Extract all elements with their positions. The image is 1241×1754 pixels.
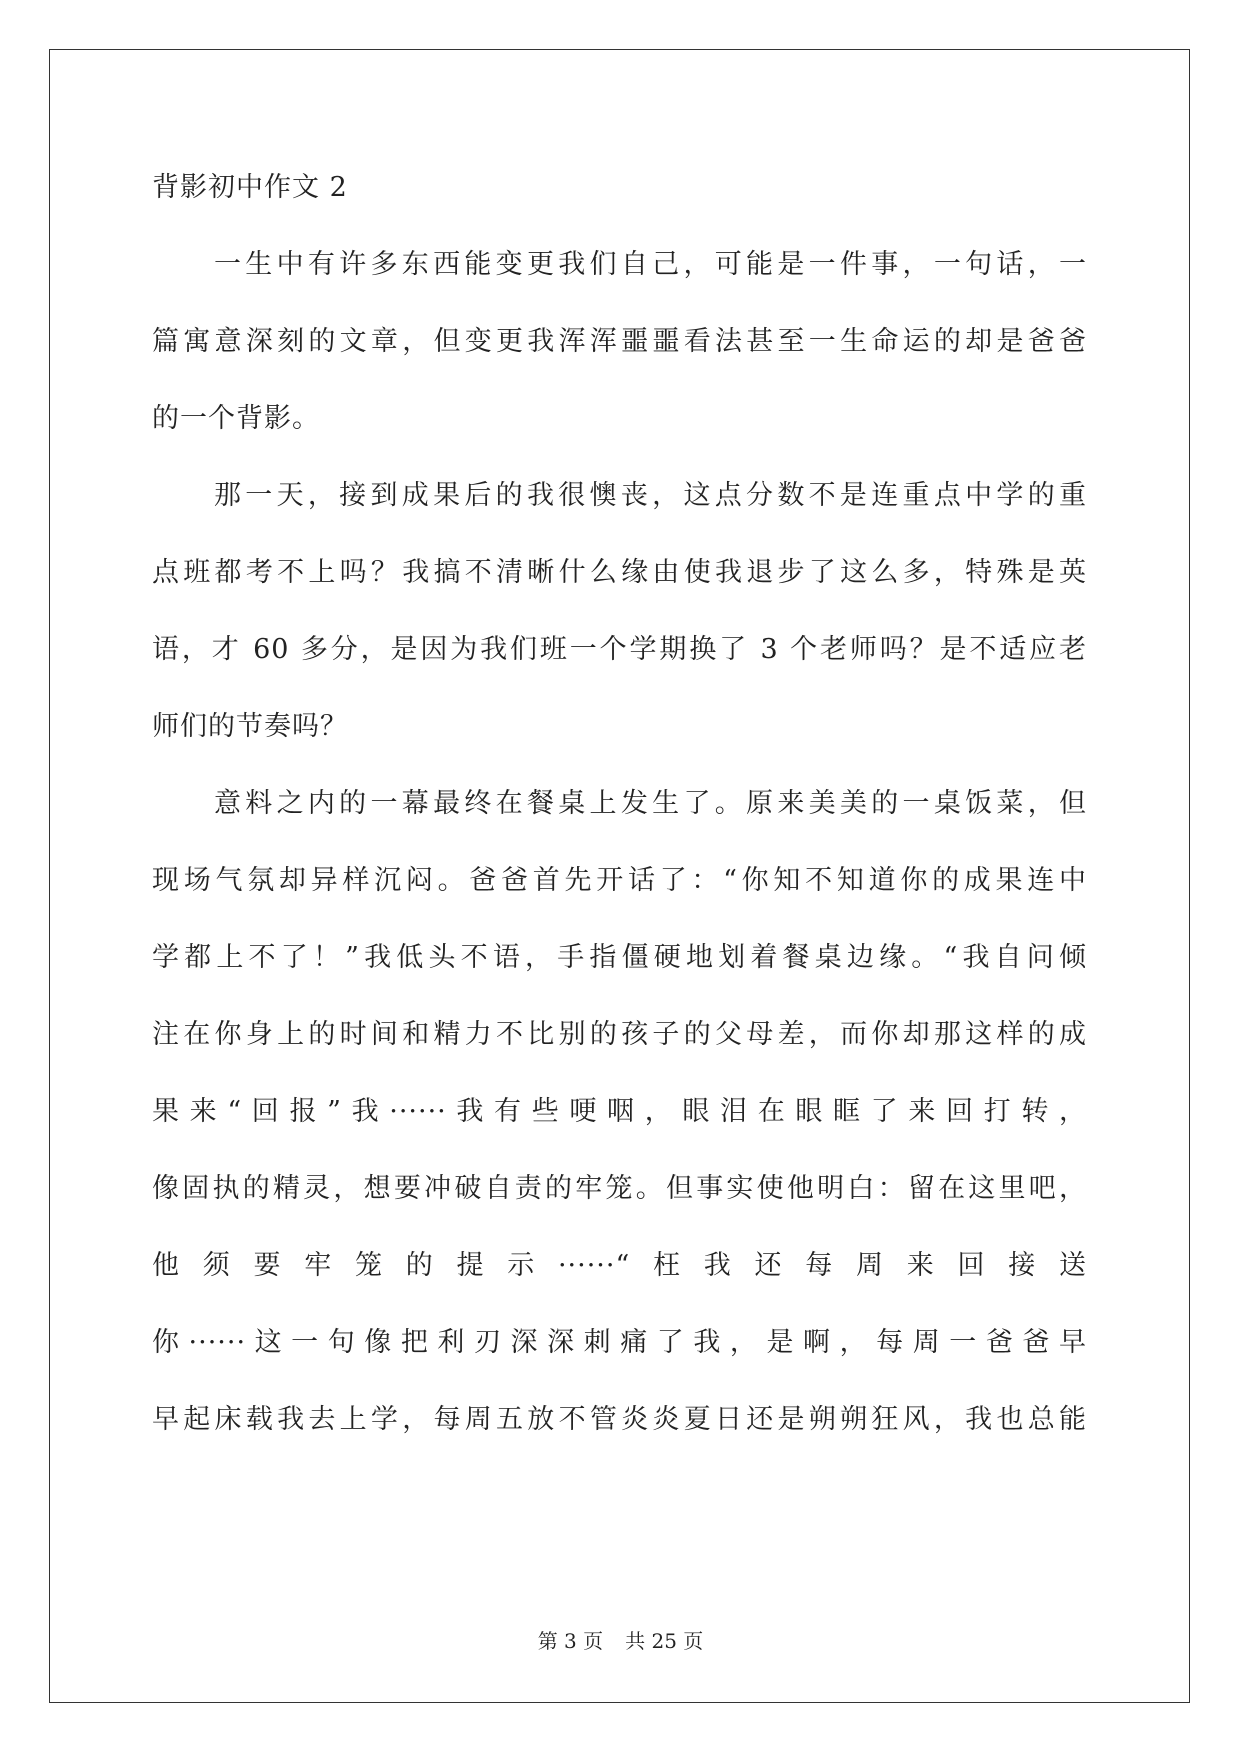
text-line: 那一天，接到成果后的我很懊丧，这点分数不是连重点中学的重 bbox=[214, 480, 1087, 511]
text-line: 的一个背影。 bbox=[152, 403, 320, 434]
text-line: 语，才 60 多分，是因为我们班一个学期换了 3 个老师吗？是不适应老 bbox=[152, 634, 1087, 665]
page-total: 共 25 页 bbox=[625, 1629, 704, 1653]
text-line: 学都上不了！”我低头不语，手指僵硬地划着餐桌边缘。“我自问倾 bbox=[152, 942, 1087, 973]
text-line: 他须要牢笼的提示······“枉我还每周来回接送 bbox=[152, 1250, 1087, 1281]
text-line: 早起床载我去上学，每周五放不管炎炎夏日还是朔朔狂风，我也总能 bbox=[152, 1404, 1087, 1435]
text-line: 点班都考不上吗？我搞不清晰什么缘由使我退步了这么多，特殊是英 bbox=[152, 557, 1087, 588]
text-line: 现场气氛却异样沉闷。爸爸首先开话了：“你知不知道你的成果连中 bbox=[152, 865, 1087, 896]
paragraph bbox=[152, 245, 1087, 439]
paragraph bbox=[152, 784, 1087, 1440]
page-number: 第 3 页 bbox=[537, 1629, 604, 1653]
document-title: 背影初中作文 2 bbox=[152, 172, 348, 203]
text-line: 你······这一句像把利刃深深刺痛了我，是啊，每周一爸爸早 bbox=[152, 1327, 1087, 1358]
text-line: 师们的节奏吗？ bbox=[152, 711, 348, 742]
page-footer bbox=[0, 1625, 1241, 1654]
text-line: 一生中有许多东西能变更我们自己，可能是一件事，一句话，一 bbox=[214, 249, 1087, 280]
text-line: 像固执的精灵，想要冲破自责的牢笼。但事实使他明白：留在这里吧， bbox=[152, 1173, 1087, 1204]
text-line: 果来“回报”我······我有些哽咽，眼泪在眼眶了来回打转， bbox=[152, 1096, 1087, 1127]
text-line: 注在你身上的时间和精力不比别的孩子的父母差，而你却那这样的成 bbox=[152, 1019, 1087, 1050]
text-line: 意料之内的一幕最终在餐桌上发生了。原来美美的一桌饭菜，但 bbox=[214, 788, 1087, 819]
paragraph bbox=[152, 476, 1087, 747]
document-body bbox=[152, 168, 1087, 1477]
text-line: 篇寓意深刻的文章，但变更我浑浑噩噩看法甚至一生命运的却是爸爸 bbox=[152, 326, 1087, 357]
